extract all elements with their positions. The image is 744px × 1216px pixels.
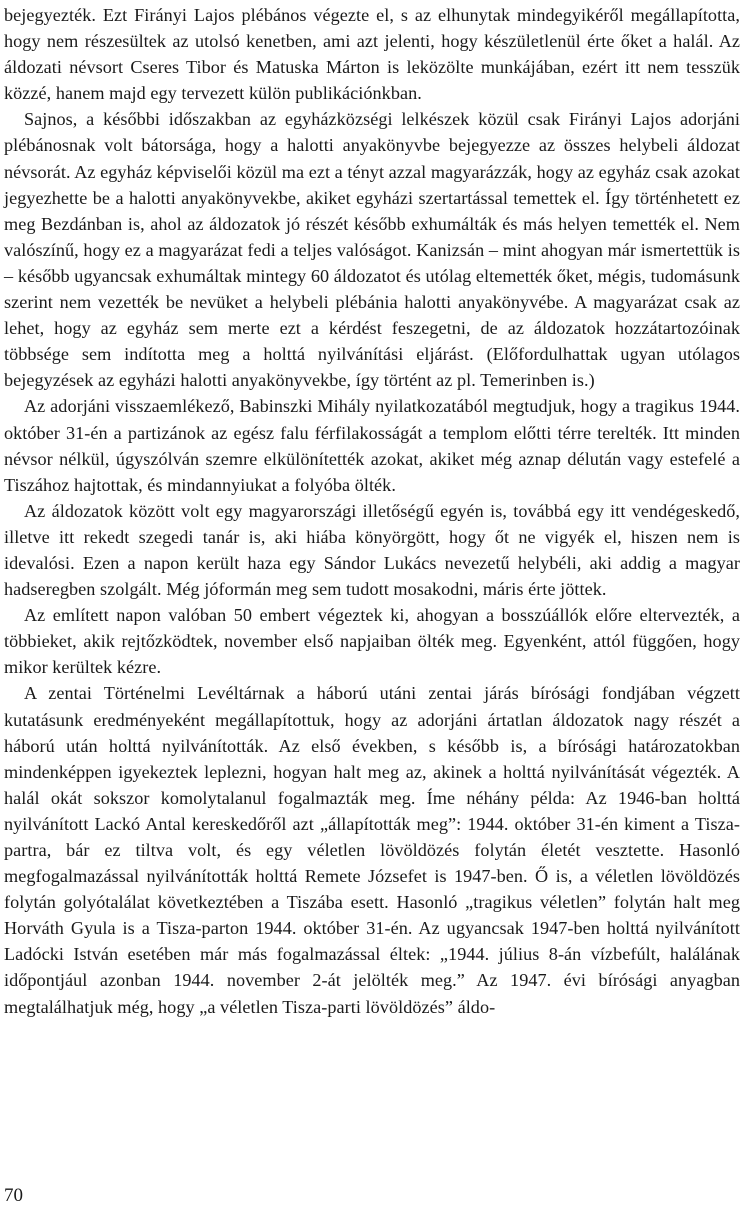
- body-text: [4, 2, 740, 1020]
- paragraph: Az említett napon valóban 50 embert végeztek ki, ahogyan a bosszúállók előre eltervezték, a többieket, akik rejtőzködtek, november első napjaiban ölték meg. Egyenként, attól függően, hogy mikor kerültek kézre.: [4, 605, 740, 678]
- document-page: [4, 0, 740, 1216]
- paragraph-continuation: bejegyezték. Ezt Firányi Lajos plébános végezte el, s az elhunytak mindegyikéről megállapította, hogy nem részesültek az utolsó kenetben, ami azt jelenti, hogy készületlenül érte őket a halál. Az áldozati névsort Cseres Tibor és Matuska Márton is leközölte munkájában, ezért itt nem tesszük közzé, hanem majd egy tervezett külön publikációnkban.: [4, 5, 740, 104]
- page-number: 70: [4, 1185, 23, 1206]
- paragraph: Az áldozatok között volt egy magyarországi illetőségű egyén is, továbbá egy itt vendégeskedő, illetve itt rekedt szegedi tanár is, aki hiába könyörgött, hogy őt ne vigyék el, hiszen nem is idevalósi. Ezen a napon került haza egy Sándor Lukács nevezetű helybéli, aki addig a magyar hadseregben szolgált. Még jóformán meg sem tudott mosakodni, máris érte jöttek.: [4, 500, 740, 600]
- paragraph: Sajnos, a későbbi időszakban az egyházközségi lelkészek közül csak Firányi Lajos adorjáni plébánosnak volt bátorsága, hogy a halotti anyakönyvbe bejegyezze az összes helybeli áldozat névsorát. Az egyház képviselői közül ma ezt a tényt azzal magyarázzák, hogy az egyház csak azokat jegyezhette be a halotti anyakönyvekbe, akiket egyházi szertartással temettek el. Így történhetett ez meg Bezdánban is, ahol az áldozatok jó részét később exhumálták és más helyen temették el. Nem valószínű, hogy ez a magyarázat fedi a teljes valóságot. Kanizsán – mint ahogyan már ismertettük is – később ugyancsak exhumáltak mintegy 60 áldozatot és utólag eltemették őket, mégis, tudomásunk szerint nem vezették be nevüket a helybeli plébánia halotti anyakönyvébe. A magyarázat csak az lehet, hogy az egyház sem merte ezt a kérdést feszegetni, de az áldozatok hozzátartozóinak többsége sem indította meg a holttá nyilvánítási eljárást. (Előfordulhattak ugyan utólagos bejegyzések az egyházi halotti anyakönyvekbe, így történt az pl. Temerinben is.): [4, 109, 740, 391]
- paragraph: A zentai Történelmi Levéltárnak a háború utáni zentai járás bírósági fondjában végzett kutatásunk eredményeként megállapítottuk, hogy az adorjáni ártatlan áldozatok nagy részét a háború után holttá nyilvánították. Az első években, s később is, a bírósági határozatokban mindenképpen igyekeztek leplezni, hogyan halt meg az, akinek a holttá nyilvánítását végezték. A halál okát sokszor komolytalanul fogalmazták meg. Íme néhány példa: Az 1946-ban holttá nyilvánított Lackó Antal kereskedőről azt „állapították meg”: 1944. október 31-én kiment a Tisza-partra, bár ez tiltva volt, és egy véletlen lövöldözés folytán életét vesztette. Hasonló megfogalmazással nyilvánították holttá Remete Józsefet is 1947-ben. Ő is, a véletlen lövöldözés folytán golyótalálat következtében a Tiszába esett. Hasonló „tragikus véletlen” folytán halt meg Horváth Gyula is a Tisza-parton 1944. október 31-én. Az ugyancsak 1947-ben holttá nyilvánított Ladócki István esetében már más fogalmazással éltek: „1944. július 8-án vízbefúlt, halálának időpontjául azonban 1944. november 2-át jelölték meg.” Az 1947. évi bírósági anyagban megtalálhatjuk még, hogy „a véletlen Tisza-parti lövöldözés” áldo-: [4, 683, 740, 1017]
- paragraph: Az adorjáni visszaemlékező, Babinszki Mihály nyilatkozatából megtudjuk, hogy a tragikus 1944. október 31-én a partizánok az egész falu férfilakosságát a templom előtti térre terelték. Itt minden névsor nélkül, úgyszólván szemre elkülönítették azokat, akiket még aznap délután vagy estefelé a Tiszához hajtottak, és mindannyiukat a folyóba ölték.: [4, 396, 740, 495]
